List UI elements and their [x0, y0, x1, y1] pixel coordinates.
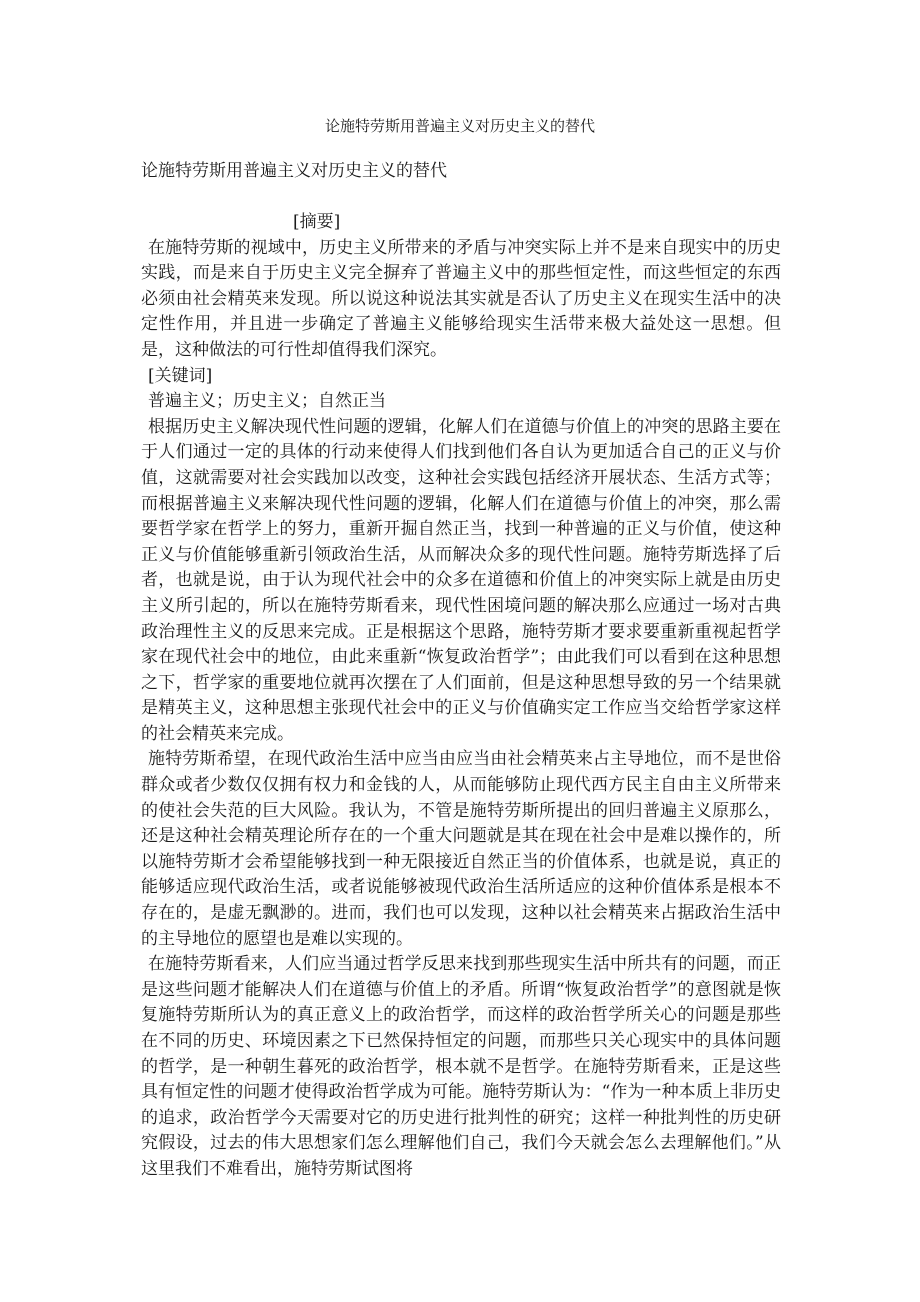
document-body	[141, 210, 781, 1183]
keywords-label: [关键词]	[148, 365, 213, 386]
abstract-text: 在施特劳斯的视域中，历史主义所带来的矛盾与冲突实际上并不是来自现实中的历史实践，而是来自于历史主义完全摒弃了普遍主义中的那些恒定性，而这些恒定的东西必须由社会精英来发现。所以说这种说法其实就是否认了历史主义在现实生活中的决定性作用，并且进一步确定了普遍主义能够给现实生活带来极大益处这一思想。但是，这种做法的可行性却值得我们深究。	[141, 237, 781, 360]
document-title: 论施特劳斯用普遍主义对历史主义的替代	[324, 117, 595, 135]
body-paragraph: 施特劳斯希望，在现代政治生活中应当由应当由社会精英来占主导地位，而不是世俗群众或者少数仅仅拥有权力和金钱的人，从而能够防止现代西方民主自由主义所带来的使社会失范的巨大风险。我认为，不管是施特劳斯所提出的回归普遍主义原那么，还是这种社会精英理论所存在的一个重大问题就是其在现在社会中是难以操作的，所以施特劳斯才会希望能够找到一种无限接近自然正当的价值体系，也就是说，真正的能够适应现代政治生活，或者说能够被现代政治生活所适应的这种价值体系是根本不存在的，是虚无飘渺的。进而，我们也可以发现，这种以社会精英来占据政治生活中的主导地位的愿望也是难以实现的。	[141, 749, 781, 949]
abstract-label: [摘要]	[293, 212, 341, 232]
document-subtitle: 论施特劳斯用普遍主义对历史主义的替代	[141, 161, 447, 181]
keywords-text: 普遍主义；历史主义；自然正当	[148, 391, 386, 412]
body-paragraph: 根据历史主义解决现代性问题的逻辑，化解人们在道德与价值上的冲突的思路主要在于人们通过一定的具体的行动来使得人们找到他们各自认为更加适合自己的正义与价值，这就需要对社会实践加以改变，这种社会实践包括经济开展状态、生活方式等；而根据普遍主义来解决现代性问题的逻辑，化解人们在道德与价值上的冲突，那么需要哲学家在哲学上的努力，重新开掘自然正当，找到一种普遍的正义与价值，使这种正义与价值能够重新引领政治生活，从而解决众多的现代性问题。施特劳斯选择了后者，也就是说，由于认为现代社会中的众多在道德和价值上的冲突实际上就是由历史主义所引起的，所以在施特劳斯看来，现代性困境问题的解决那么应通过一场对古典政治理性主义的反思来完成。正是根据这个思路，施特劳斯才要求要重新重视起哲学家在现代社会中的地位，由此来重新“恢复政治哲学”；由此我们可以看到在这种思想之下，哲学家的重要地位就再次摆在了人们面前，但是这种思想导致的另一个结果就是精英主义，这种思想主张现代社会中的正义与价值确实定工作应当交给哲学家这样的社会精英来完成。	[141, 416, 781, 744]
body-paragraph: 在施特劳斯看来，人们应当通过哲学反思来找到那些现实生活中所共有的问题，而正是这些问题才能解决人们在道德与价值上的矛盾。所谓“恢复政治哲学”的意图就是恢复施特劳斯所认为的真正意义上的政治哲学，而这样的政治哲学所关心的问题是那些在不同的历史、环境因素之下已然保持恒定的问题，而那些只关心现实中的具体问题的哲学，是一种朝生暮死的政治哲学，根本就不是哲学。在施特劳斯看来，正是这些具有恒定性的问题才使得政治哲学成为可能。施特劳斯认为：“作为一种本质上非历史的追求，政治哲学今天需要对它的历史进行批判性的研究；这样一种批判性的历史研究假设，过去的伟大思想家们怎么理解他们自己，我们今天就会怎么去理解他们。”从这里我们不难看出，施特劳斯试图将	[141, 954, 781, 1179]
